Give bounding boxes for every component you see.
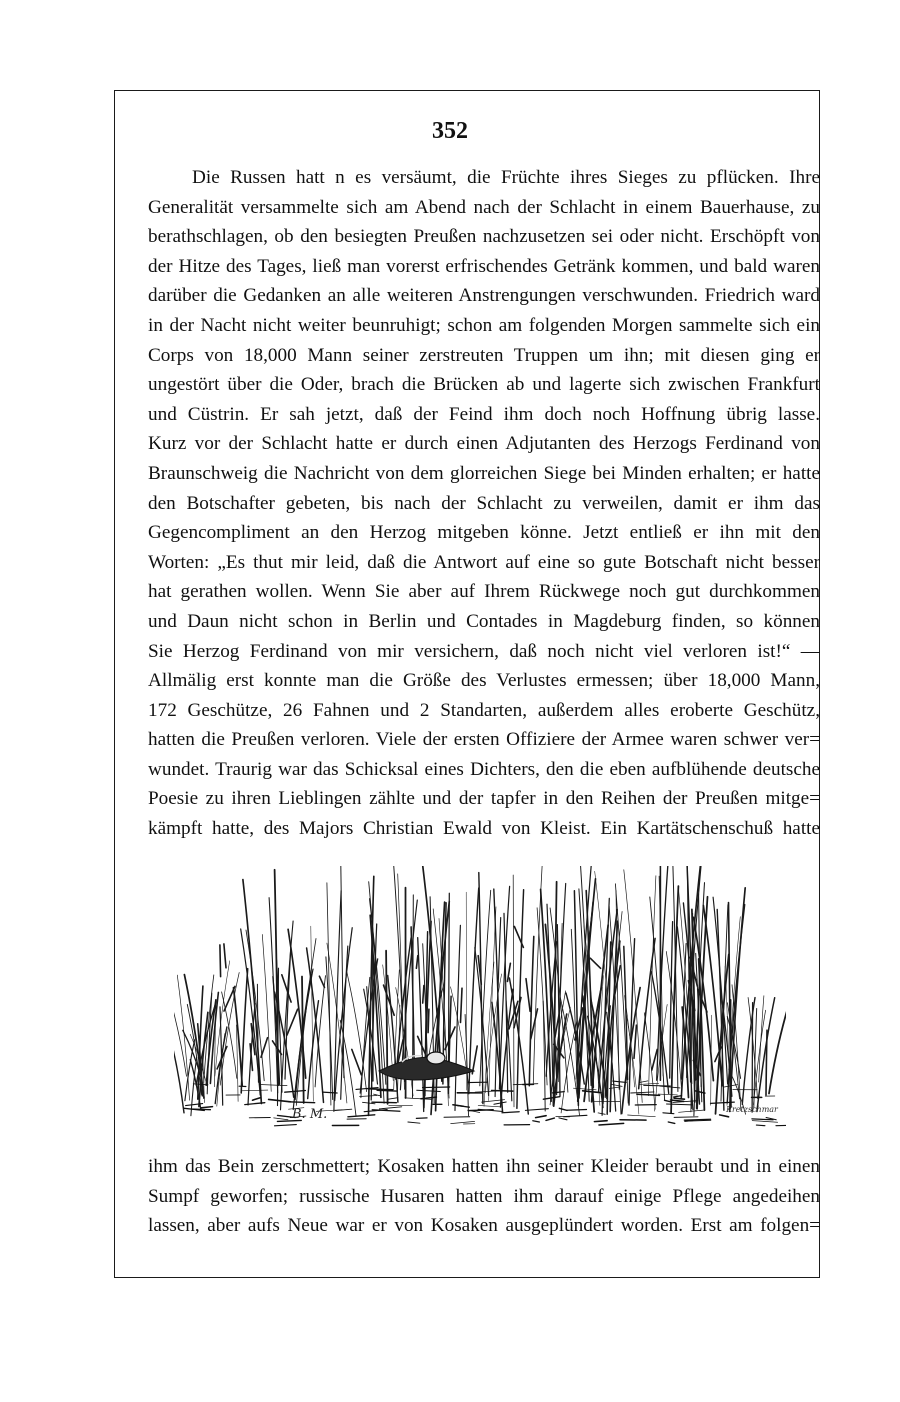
ground-hatching [671, 1100, 684, 1101]
ground-hatching [674, 1096, 682, 1097]
reed-leaf [526, 979, 530, 1012]
text-line: Worten: „Es thut mir leid, daß die Antwort auf eine so gute Botschaft nicht besser [148, 551, 820, 573]
text-line: Poesie zu ihren Lieblingen zählte und der tapfer in den Reihen der Preußen mitge= [148, 788, 820, 810]
reed-leaf [472, 1046, 477, 1074]
text-line: und Daun nicht schon in Berlin und Contades in Magdeburg finden, so können [148, 610, 820, 632]
ground-hatching [756, 1125, 765, 1126]
text-line: Sumpf geworfen; russische Husaren hatten ihm darauf einige Pflege angedeihen [148, 1185, 820, 1207]
ground-hatching [372, 1102, 396, 1103]
reed-leaf [428, 1009, 429, 1032]
ground-hatching [492, 1091, 513, 1092]
engraver-signature-right: Kretzschmar [726, 1105, 778, 1114]
ground-hatching [644, 1085, 671, 1086]
reed-leaf [652, 1050, 657, 1071]
ground-hatching [752, 1119, 773, 1120]
reed-stroke [334, 891, 341, 1112]
text-line: Braunschweig die Nachricht von dem glorreichen Siege bei Minden erhalten; er hatte [148, 462, 820, 484]
text-line: den Botschafter gebeten, bis nach der Schlacht zu verweilen, damit er ihm das [148, 492, 820, 514]
ground-hatching [546, 1118, 554, 1120]
ground-hatching [274, 1118, 288, 1120]
reed-leaf [319, 976, 324, 987]
ground-hatching [201, 1107, 212, 1108]
text-line: berathschlagen, ob den besiegten Preußen nachzusetzen sei oder nicht. Erschöpft von [148, 226, 820, 248]
reed-leaf [261, 1038, 268, 1058]
ground-hatching [658, 1094, 677, 1095]
ground-hatching [191, 1109, 210, 1110]
ground-hatching [533, 1121, 540, 1122]
text-line: und Cüstrin. Er sah jetzt, daß der Feind ihm doch noch Hoffnung übrig lasse. [148, 403, 820, 425]
ground-hatching [674, 1117, 698, 1118]
ground-hatching [631, 1092, 654, 1093]
ground-hatching [260, 1085, 288, 1086]
ground-hatching [594, 1121, 607, 1122]
text-line: in der Nacht nicht weiter beunruhigt; schon am folgenden Morgen sammelte sich ein [148, 314, 820, 336]
ground-hatching [502, 1112, 519, 1113]
text-line: Generalität versammelte sich am Abend nach der Schlacht in einem Bauerhause, zu [148, 196, 820, 218]
text-line: der Hitze des Tages, ließ man vorerst erfrischendes Getränk kommen, und bald waren [148, 255, 820, 277]
text-line: lassen, aber aufs Neue war er von Kosaken ausgeplündert worden. Erst am folgen= [148, 1215, 820, 1237]
ground-hatching [613, 1081, 627, 1082]
page-number: 352 [432, 118, 468, 144]
reed-leaf [287, 1009, 298, 1035]
ground-hatching [275, 1125, 297, 1126]
ground-hatching [478, 1105, 500, 1106]
ground-hatching [536, 1116, 547, 1118]
ground-hatching [289, 1102, 315, 1103]
artist-signature-left: B. M. [292, 1107, 328, 1122]
ground-hatching [379, 1107, 401, 1109]
ground-hatching [269, 1099, 291, 1101]
reed-stroke [311, 926, 314, 1101]
text-line: Sie Herzog Ferdinand von mir versichern, daß noch nicht viel verloren ist!“ — [148, 640, 820, 662]
ground-hatching [453, 1105, 463, 1107]
reed-marsh-illustration [174, 866, 786, 1136]
text-line: 172 Geschütze, 26 Fahnen und 2 Standarten, außerdem alles eroberte Geschütz, [148, 699, 820, 721]
ground-hatching [674, 1098, 684, 1099]
reed-stroke [703, 906, 722, 1086]
text-line: kämpft hatte, des Majors Christian Ewald von Kleist. Ein Kartätschenschuß hatte [148, 818, 820, 840]
reed-leaf [634, 1025, 636, 1058]
reed-stroke [742, 998, 755, 1105]
ground-hatching [667, 1104, 693, 1105]
reed-stroke [386, 951, 388, 1104]
ground-hatching [253, 1098, 261, 1101]
reed-stroke [769, 1010, 786, 1094]
ground-hatching [567, 1110, 587, 1111]
reed-leaf [224, 986, 235, 1011]
reed-stroke [174, 1047, 184, 1113]
ground-hatching [663, 1113, 674, 1114]
ground-hatching [752, 1121, 777, 1123]
reed-stroke [340, 1020, 356, 1116]
reed-leaf [220, 945, 221, 977]
reed-leaf [416, 956, 417, 969]
reed-stroke [541, 889, 552, 1101]
reed-stroke [327, 883, 331, 1105]
ground-hatching [559, 1118, 567, 1120]
text-line: wundet. Traurig war das Schicksal eines Dichters, den die eben aufblühende deutsche [148, 758, 820, 780]
ground-hatching [684, 1119, 710, 1120]
body-text-bottom [148, 1152, 820, 1241]
text-line: hat gerathen wollen. Wenn Sie aber auf Ihrem Rückwege noch gut durchkommen [148, 581, 820, 603]
body-text-top [148, 163, 820, 844]
reed-leaf [352, 1049, 362, 1074]
ground-hatching [408, 1122, 420, 1123]
ground-hatching [377, 1090, 396, 1091]
text-line: Corps von 18,000 Mann seiner zerstreuten Truppen um ihn; mit diesen ging er [148, 344, 820, 366]
text-line: ungestört über die Oder, brach die Brücken ab und lagerte sich zwischen Frankfurt [148, 374, 820, 396]
ground-hatching [388, 1098, 398, 1100]
ground-hatching [685, 1121, 693, 1122]
ground-hatching [612, 1084, 623, 1086]
ground-hatching [559, 1108, 567, 1110]
text-line: Allmälig erst konnte man die Größe des Verlustes ermessen; über 18,000 Mann, [148, 670, 820, 692]
ground-hatching [241, 1090, 268, 1091]
reed-stroke [262, 935, 271, 1092]
ground-hatching [564, 1115, 587, 1116]
text-line: darüber die Gedanken an alle weiteren Anstrengungen verschwunden. Friedrich ward [148, 285, 820, 307]
ground-hatching [285, 1091, 306, 1093]
ground-hatching [368, 1089, 393, 1090]
ground-hatching [423, 1087, 450, 1088]
ground-hatching [720, 1115, 729, 1117]
reed-stroke [234, 988, 243, 1086]
reed-stroke [418, 938, 424, 1112]
text-line: Gegencompliment an den Herzog mitgeben könne. Jetzt entließ er ihn mit den [148, 522, 820, 544]
reed-stroke [222, 992, 237, 1078]
ground-hatching [444, 1117, 470, 1118]
text-line: Kurz vor der Schlacht hatte er durch einen Adjutanten des Herzogs Ferdinand von [148, 433, 820, 455]
text-line: hatten die Preußen verloren. Viele der ersten Offiziere der Armee waren schwer ver= [148, 729, 820, 751]
ground-hatching [323, 1092, 338, 1093]
ground-hatching [451, 1121, 475, 1123]
reed-leaf [423, 986, 424, 1004]
ground-hatching [599, 1123, 624, 1125]
ground-hatching [348, 1115, 375, 1117]
ground-hatching [668, 1122, 675, 1123]
reed-leaf [224, 944, 226, 968]
ground-hatching [628, 1115, 656, 1117]
reed-stroke [388, 976, 398, 1103]
ground-hatching [416, 1118, 427, 1119]
text-line: ihm das Bein zerschmettert; Kosaken hatten ihn seiner Kleider beraubt und in einen [148, 1156, 820, 1177]
reed-leaf [590, 958, 600, 968]
ground-hatching [468, 1110, 493, 1111]
text-line: Die Russen hatt n es versäumt, die Früchte ihres Sieges zu pflücken. Ihre [192, 167, 820, 188]
reed-leaf [461, 988, 463, 1022]
